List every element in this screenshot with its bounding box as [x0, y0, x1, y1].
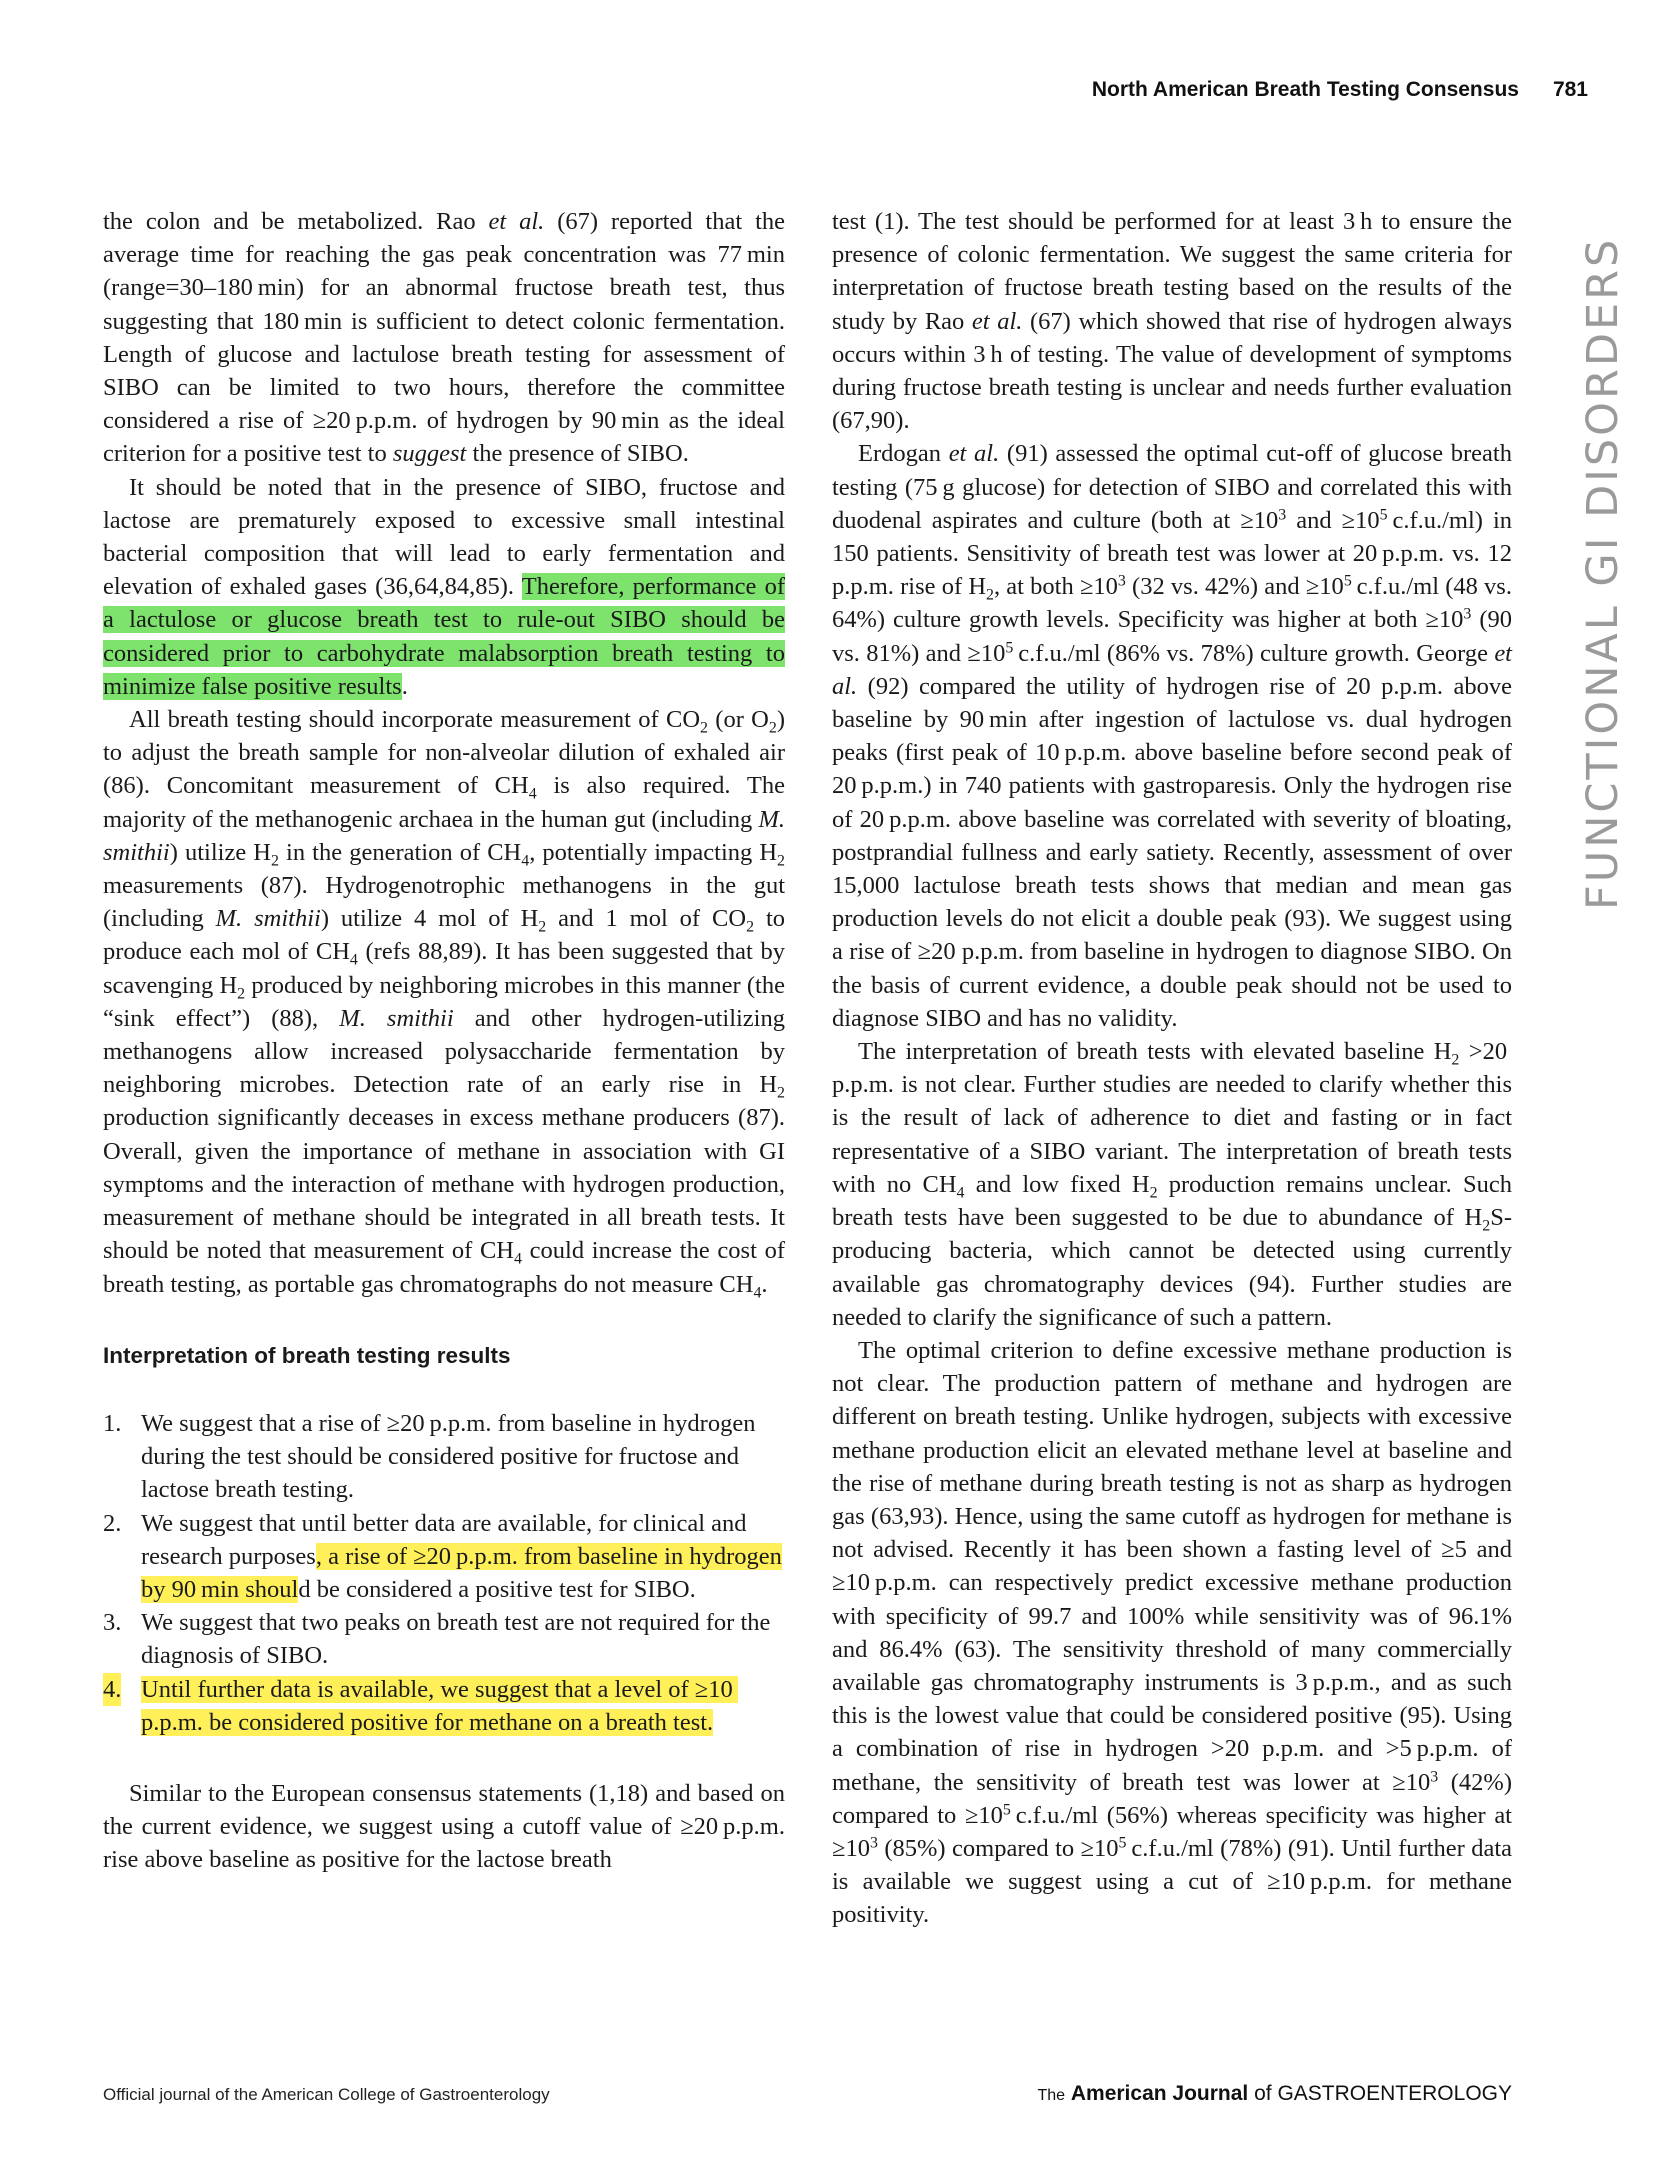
running-header	[1092, 78, 1588, 102]
list-item: 2. We suggest that until better data are available, for clinical and research purposes, a rise of ≥20 p.p.m. from baseline in hydrogen by 90 min should be considered a positive test for SIBO.	[103, 1509, 782, 1603]
paragraph: Similar to the European consensus statements (1,18) and based on the current evidence, we suggest using a cutoff value of ≥20 p.p.m. rise above baseline as positive for the lactose breath	[103, 1779, 785, 1874]
paragraph: The optimal criterion to define excessive methane production is not clear. The production pattern of methane and hydrogen are different on breath testing. Unlike hydrogen, subjects with excessive methane production elicit an elevated methane level at baseline and the rise of methane during breath testing is not as sharp as hydrogen gas (63,93). Hence, using the same cutoff as hydrogen for methane is not advised. Recently it has been shown a fasting level of ≥5 and ≥10 p.p.m. can respectively predict excessive methane production with specificity of 99.7 and 100% while sensitivity was of 96.1% and 86.4% (63). The sensitivity threshold of many commercially available gas chromatography instruments is 3 p.p.m., and as such this is the lowest value that could be considered positive (95). Using a combination of rise in hydrogen >20 p.p.m. and >5 p.p.m. of methane, the sensitivity of breath test was lower at $\ge 10^3$ (42%) compared to $\ge 10^5$ c.f.u./ml (56%) whereas specificity was higher at $\ge 10^3$ (85%) compared to $\ge 10^5$ c.f.u./ml (78%) (91). Until further data is available we suggest using a cut of ≥10 p.p.m. for methane positivity.	[832, 1336, 1512, 1929]
running-title: North American Breath Testing Consensus	[1091, 78, 1519, 101]
list-item: 1. We suggest that a rise of ≥20 p.p.m. from baseline in hydrogen during the test should be considered positive for fructose and lactose breath testing.	[103, 1409, 756, 1504]
green-highlight: Therefore, performance of a lactulose or glucose breath test to rule-out SIBO should be considered prior to carbohydrate malabsorption breath testing to minimize false positive results	[103, 573, 785, 700]
paragraph: Erdogan et al. (91) assessed the optimal cut-off of glucose breath testing (75 g glucose) for detection of SIBO and correlated this with duodenal aspirates and culture (both at $\ge 10^3$ and $\ge 10^5$ c.f.u./ml) in 150 patients. Sensitivity of breath test was lower at 20 p.p.m. vs. 12 p.p.m. rise of $H_2$, at both $\ge 10^3$ (32 vs. 42%) and $\ge 10^5$ c.f.u./ml (48 vs. 64%) culture growth levels. Specificity was higher at both $\ge 10^3$ (90 vs. 81%) and $\ge 10^5$ c.f.u./ml (86% vs. 78%) culture growth. George et al. (92) compared the utility of hydrogen rise of 20 p.p.m. above baseline by 90 min after ingestion of lactulose vs. dual hydrogen peaks (first peak of 10 p.p.m. above baseline before second peak of 20 p.p.m.) in 740 patients with gastroparesis. Only the hydrogen rise of 20 p.p.m. above baseline was correlated with severity of bloating, postprandial fullness and early satiety. Recently, assessment of over 15,000 lactulose breath tests shows that median and mean gas production levels do not elicit a double peak (93). We suggest using a rise of ≥20 p.p.m. from baseline in hydrogen to diagnose SIBO. On the basis of current evidence, a double peak should not be used to diagnose SIBO and has no validity.	[832, 440, 1513, 1032]
left-column	[103, 205, 785, 1877]
footer-journal-title: The American Journal of GASTROENTEROLOGY	[1037, 2082, 1512, 2105]
paragraph: The interpretation of breath tests with elevated baseline $H_2 >20$ p.p.m. is not clear. Further studies are needed to clarify whether this is the result of lack of adherence to diet and fasting or in fact representative of a SIBO variant. The interpretation of breath tests with no $CH_4$ and low fixed $H_2$ production remains unclear. Such breath tests have been suggested to be due to abundance of $H_2S$-producing bacteria, which cannot be detected using currently available gas chromatography devices (94). Further studies are needed to clarify the significance of such a pattern.	[832, 1038, 1512, 1331]
footer-journal-note: Official journal of the American College of Gastroenterology	[103, 2085, 550, 2104]
paragraph: test (1). The test should be performed for at least 3 h to ensure the presence of colonic fermentation. We suggest the same criteria for interpretation of fructose breath testing based on the results of the study by Rao et al. (67) which showed that rise of hydrogen always occurs within 3 h of testing. The value of development of symptoms during fructose breath testing is unclear and needs further evaluation (67,90).	[832, 208, 1512, 435]
yellow-highlight: , a rise of ≥20 p.p.m. from baseline in hydrogen by 90 min shoul	[141, 1542, 782, 1603]
paragraph: the colon and be metabolized. Rao et al. (67) reported that the average time for reaching the gas peak concentration was 77 min (range=30–180 min) for an abnormal fructose breath test, thus suggesting that 180 min is sufficient to detect colonic fermentation. Length of glucose and lactulose breath testing for assessment of SIBO can be limited to two hours, therefore the committee considered a rise of ≥20 p.p.m. of hydrogen by 90 min as the ideal criterion for a positive test to suggest the presence of SIBO.	[103, 208, 785, 468]
paragraph: All breath testing should incorporate measurement of $CO_2$ (or $O_2$) to adjust the breath sample for non-alveolar dilution of exhaled air (86). Concomitant measurement of $CH_4$ is also required. The majority of the methanogenic archaea in the human gut (including M. smithii) utilize $H_2$ in the generation of $CH_4$, potentially impacting $H_2$ measurements (87). Hydrogenotrophic methanogens in the gut (including M. smithii) utilize 4 mol of $H_2$ and 1 mol of $CO_2$ to produce each mol of $CH_4$ (refs 88,89). It has been suggested that by scavenging $H_2$ produced by neighboring microbes in this manner (the “sink effect”) (88), M. smithii and other hydrogen-utilizing methanogens allow increased polysaccharide fermentation by neighboring microbes. Detection rate of an early rise in $H_2$ production significantly deceases in excess methane producers (87). Overall, given the importance of methane in association with GI symptoms and the interaction of methane with hydrogen production, measurement of methane should be integrated in all breath tests. It should be noted that measurement of $CH_4$ could increase the cost of breath testing, as portable gas chromatographs do not measure $CH_4$.	[103, 706, 786, 1302]
yellow-highlight: Until further data is available, we suggest that a level of ≥10 p.p.m. be considered positive for methane on a breath test.	[141, 1675, 738, 1736]
sidebar-label: FUNCTIONAL GI DISORDERS	[1578, 236, 1628, 910]
paragraph: It should be noted that in the presence of SIBO, fructose and lactose are prematurely exposed to excessive small intestinal bacterial composition that will lead to early fermentation and elevation of exhaled gases (36,64,84,85). Therefore, performance of a lactulose or glucose breath test to rule-out SIBO should be considered prior to carbohydrate malabsorption breath testing to minimize false positive results.	[103, 473, 785, 700]
right-column	[832, 205, 1512, 1932]
list-item: 4. Until further data is available, we suggest that a level of ≥10 p.p.m. be considered positive for methane on a breath test.	[103, 1673, 785, 1739]
section-sidebar	[1578, 195, 1628, 910]
recommendation-list	[103, 1407, 785, 1739]
section-heading: Interpretation of breath testing results	[103, 1342, 511, 1368]
list-item: 3. We suggest that two peaks on breath test are not required for the diagnosis of SIBO.	[103, 1609, 771, 1670]
page-number: 781	[1552, 78, 1588, 101]
